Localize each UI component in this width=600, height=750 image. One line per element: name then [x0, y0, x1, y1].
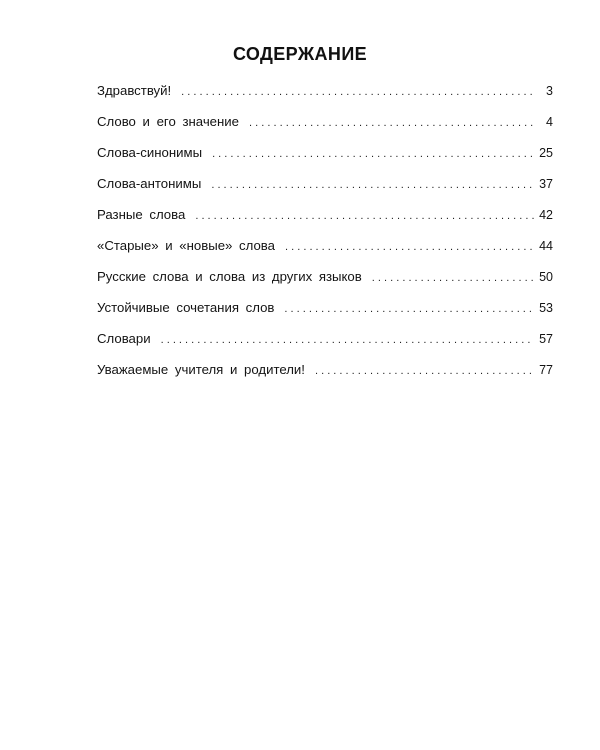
toc-entry-title: Словари: [97, 331, 151, 346]
dot-leader: [284, 300, 534, 318]
toc-entry-title: Уважаемые учителя и родители!: [97, 362, 305, 377]
toc-entry: [97, 361, 553, 392]
toc-entry-page-number: 50: [539, 270, 553, 284]
toc-entry: [97, 113, 553, 144]
toc-entry-page-number: 57: [539, 332, 553, 346]
toc-entry: [97, 144, 553, 175]
toc-entry: [97, 175, 553, 206]
toc-entry-page-number: 25: [539, 146, 553, 160]
dot-leader: [211, 176, 534, 194]
toc-entry-page-number: 77: [539, 363, 553, 377]
toc-entry-page-number: 37: [539, 177, 553, 191]
page-title: СОДЕРЖАНИЕ: [232, 44, 368, 64]
toc-entry: [97, 268, 553, 299]
toc-entry-title: Слова-синонимы: [97, 145, 203, 160]
toc-entry-title: Здравствуй!: [97, 83, 172, 98]
toc-entry-page-number: 53: [539, 301, 553, 315]
toc-entry: [97, 330, 553, 361]
dot-leader: [181, 83, 534, 101]
toc-entry-title: Разные слова: [97, 207, 186, 222]
dot-leader: [249, 114, 534, 132]
toc-entry: [97, 206, 553, 237]
toc-entry-title: Слово и его значение: [97, 114, 240, 129]
dot-leader: [315, 362, 534, 380]
toc-entry-title: Слова-антонимы: [97, 176, 202, 191]
toc-entry-page-number: 4: [546, 115, 553, 129]
toc-entry: [97, 82, 553, 113]
dot-leader: [285, 238, 534, 256]
toc-entry: [97, 299, 553, 330]
dot-leader: [195, 207, 534, 225]
toc-entry-title: Устойчивые сочетания слов: [97, 300, 275, 315]
toc-entry-page-number: 42: [539, 208, 553, 222]
toc-entry: [97, 237, 553, 268]
toc-entry-title: «Старые» и «новые» слова: [97, 238, 275, 253]
dot-leader: [212, 145, 534, 163]
toc-entry-page-number: 3: [546, 84, 553, 98]
toc-entry-title: Русские слова и слова из других языков: [97, 269, 362, 284]
dot-leader: [372, 269, 534, 287]
toc-entry-page-number: 44: [539, 239, 553, 253]
table-of-contents: [97, 82, 553, 392]
dot-leader: [161, 331, 534, 349]
